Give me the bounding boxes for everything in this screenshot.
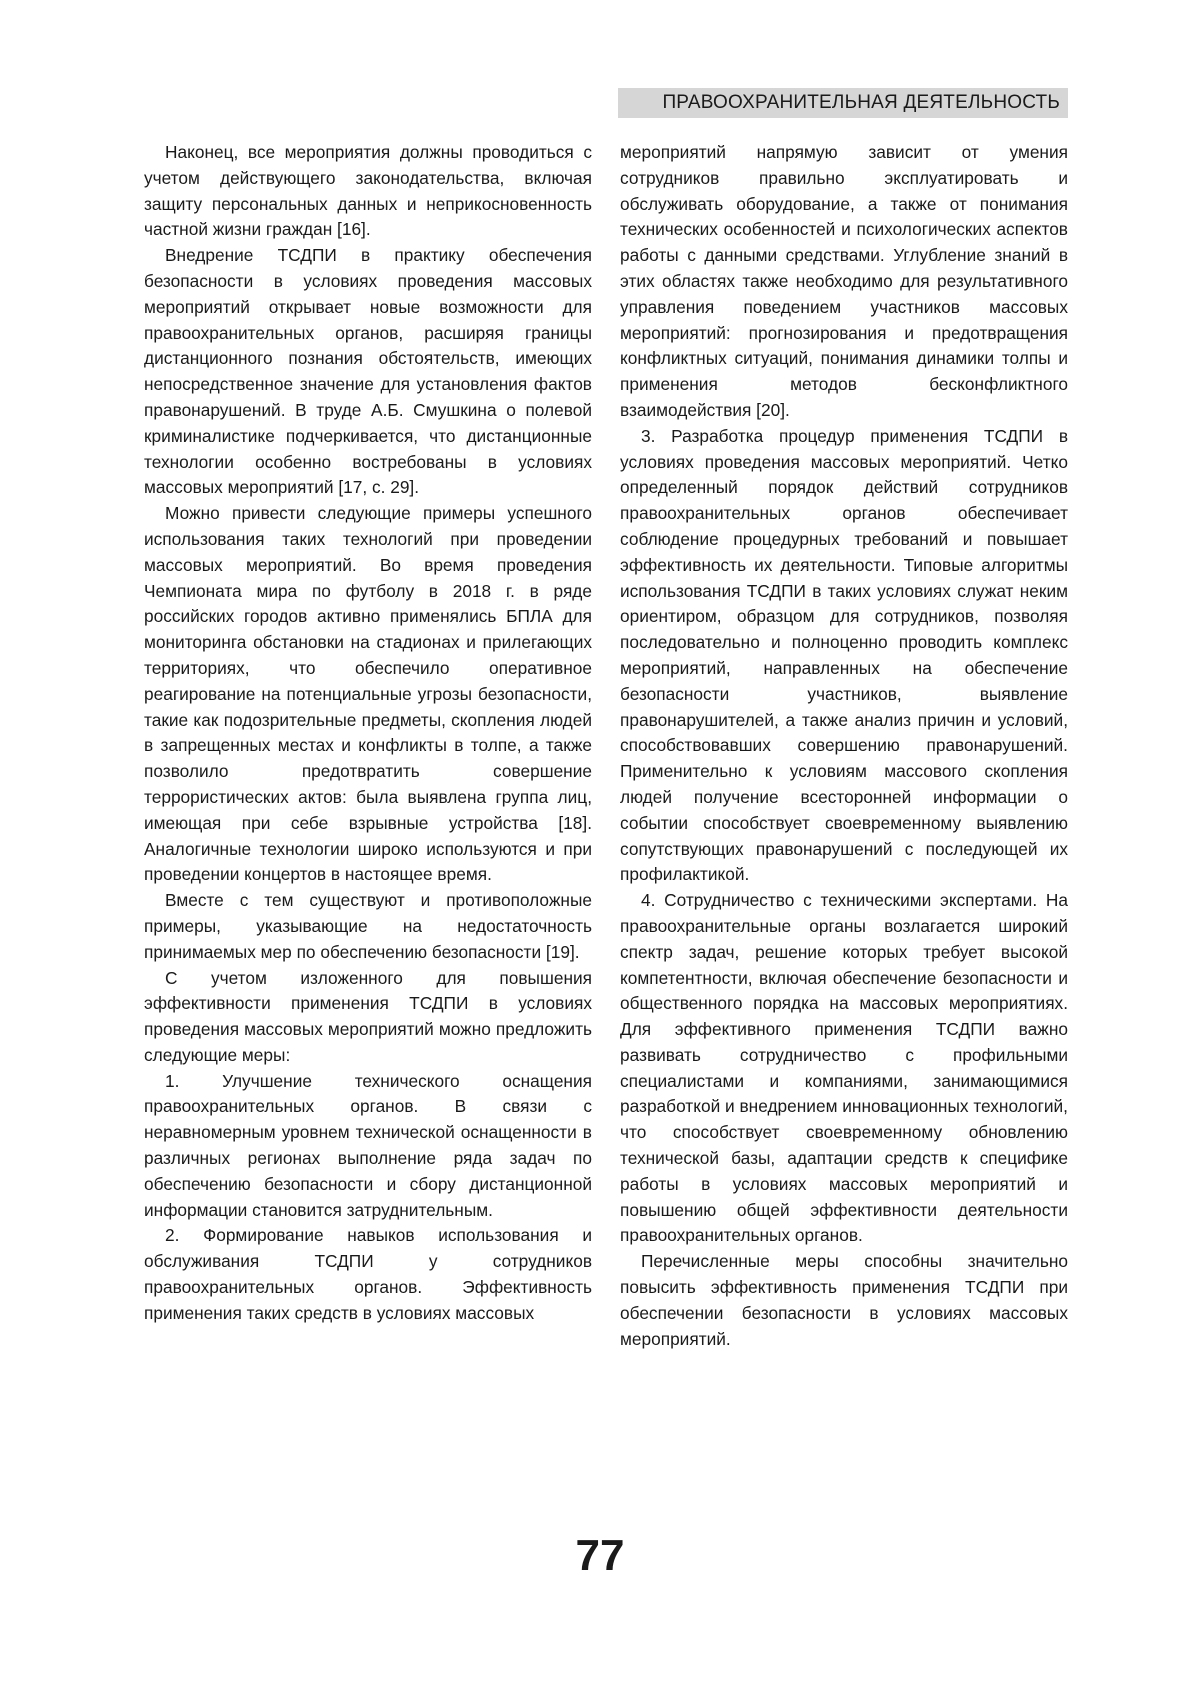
list-item-paragraph: 2. Формирование навыков использования и обслуживания ТСДПИ у сотрудников правоохранительных органов. Эффективность применения таких средств в условиях массовых [144, 1225, 592, 1323]
paragraph-continuation: мероприятий напрямую зависит от умения сотрудников правильно эксплуатировать и обслуживать оборудование, а также от понимания технических особенностей и психологических аспектов работы с данными средствами. Углубление знаний в этих областях также необходимо для результативного управления поведением участников массовых мероприятий: прогнозирования и предотвращения конфликтных ситуаций, понимания динамики толпы и применения методов бесконфликтного взаимодействия [20]. [620, 142, 1068, 420]
paragraph: Перечисленные меры способны значительно повысить эффективность применения ТСДПИ при обеспечении безопасности в условиях массовых мероприятий. [620, 1251, 1068, 1349]
list-item-paragraph: 4. Сотрудничество с техническими экспертами. На правоохранительные органы возлагается широкий спектр задач, решение которых требует высокой компетентности, включая обеспечение безопасности и общественного порядка на массовых мероприятиях. Для эффективного применения ТСДПИ важно развивать сотрудничество с профильными специалистами и компаниями, занимающимися разработкой и внедрением инновационных технологий, что способствует своевременному обновлению технической базы, адаптации средств к специфике работы в условиях массовых мероприятий и повышению общей эффективности деятельности правоохранительных органов. [620, 890, 1068, 1246]
paragraph: Внедрение ТСДПИ в практику обеспечения безопасности в условиях проведения массовых мероприятий открывает новые возможности для правоохранительных органов, расширяя границы дистанционного познания обстоятельств, имеющих непосредственное значение для установления фактов правонарушений. В труде А.Б. Смушкина о полевой криминалистике подчеркивается, что дистанционные технологии особенно востребованы в условиях массовых мероприятий [17, с. 29]. [144, 245, 592, 498]
paragraph: Вместе с тем существуют и противоположные примеры, указывающие на недостаточность принимаемых мер по обеспечению безопасности [19]. [144, 890, 592, 962]
page-number: 77 [575, 1531, 625, 1580]
paragraph: С учетом изложенного для повышения эффективности применения ТСДПИ в условиях проведения массовых мероприятий можно предложить следующие меры: [144, 967, 592, 1065]
left-column [144, 140, 592, 1327]
paragraph: Можно привести следующие примеры успешного использования таких технологий при проведении массовых мероприятий. Во время проведения Чемпионата мира по футболу в 2018 г. в ряде российских городов активно применялись БПЛА для мониторинга обстановки на стадионах и прилегающих территориях, что обеспечило оперативное реагирование на потенциальные угрозы безопасности, такие как подозрительные предметы, скопления людей в запрещенных местах и конфликты в толпе, а также позволило предотвратить совершение террористических актов: была выявлена группа лиц, имеющая при себе взрывные устройства [18]. Аналогичные технологии широко используются и при проведении концертов в настоящее время. [144, 503, 592, 885]
list-item-paragraph: 3. Разработка процедур применения ТСДПИ в условиях проведения массовых мероприятий. Четко определенный порядок действий сотрудников правоохранительных органов обеспечивает соблюдение процедурных требований и повышает эффективность их деятельности. Типовые алгоритмы использования ТСДПИ в таких условиях служат неким ориентиром, образцом для сотрудников, позволяя последовательно и полноценно проводить комплекс мероприятий, направленных на обеспечение безопасности участников, выявление правонарушителей, а также анализ причин и условий, способствовавших совершению правонарушений. Применительно к условиям массового скопления людей получение всесторонней информации о событии способствует своевременному выявлению сопутствующих правонарушений с последующей их профилактикой. [620, 425, 1068, 885]
section-title: ПРАВООХРАНИТЕЛЬНАЯ ДЕЯТЕЛЬНОСТЬ [662, 92, 1060, 113]
paragraph: Наконец, все мероприятия должны проводиться с учетом действующего законодательства, включая защиту персональных данных и неприкосновенность частной жизни граждан [16]. [144, 142, 592, 240]
right-column [620, 140, 1068, 1352]
list-item-paragraph: 1. Улучшение технического оснащения правоохранительных органов. В связи с неравномерным уровнем технической оснащенности в различных регионах выполнение ряда задач по обеспечению безопасности и сбору дистанционной информации становится затруднительным. [144, 1070, 592, 1220]
running-header [618, 88, 1068, 118]
